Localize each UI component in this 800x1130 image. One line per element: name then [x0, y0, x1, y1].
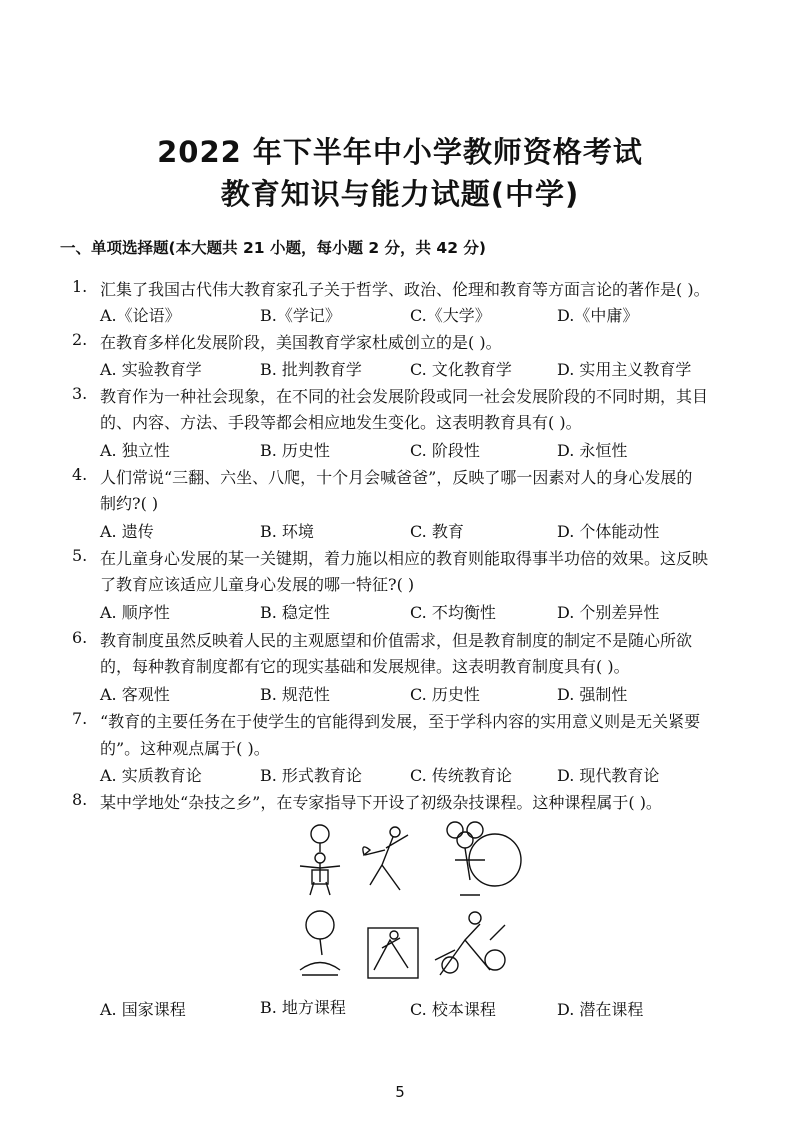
exam-subtitle: 教育知识与能力试题(中学): [220, 177, 580, 211]
option-c: C. 不均衡性: [410, 603, 496, 622]
question-number: 3.: [72, 384, 88, 403]
acrobat-figure-4: [300, 911, 340, 975]
option-b: B. 稳定性: [260, 603, 330, 622]
option-b: B. 地方课程: [260, 998, 346, 1017]
option-c: C. 校本课程: [410, 1000, 496, 1019]
question-text-cont: 的，每种教育制度都有它的现实基础和发展规律。这表明教育制度具有( )。: [100, 657, 630, 676]
option-c: C. 传统教育论: [410, 766, 512, 785]
option-a: A. 顺序性: [100, 603, 170, 622]
acrobat-figure-5: [368, 928, 418, 978]
question-number: 8.: [72, 790, 88, 809]
option-a: A.《论语》: [100, 306, 181, 325]
option-a: A. 遗传: [100, 522, 154, 541]
question-text-cont: 制约?( ): [100, 494, 159, 513]
option-c: C. 教育: [410, 522, 464, 541]
acrobat-figure-3: [447, 822, 521, 895]
option-d: D. 潜在课程: [557, 1000, 644, 1019]
question-text: 某中学地处“杂技之乡”，在专家指导下开设了初级杂技课程。这种课程属于( )。: [100, 793, 662, 812]
question-text: 教育制度虽然反映着人民的主观愿望和价值需求，但是教育制度的制定不是随心所欲: [100, 631, 693, 650]
option-d: D. 永恒性: [557, 441, 628, 460]
question-number: 1.: [72, 277, 88, 296]
option-a: A. 独立性: [100, 441, 170, 460]
option-a: A. 实质教育论: [100, 766, 202, 785]
exam-title: 2022 年下半年中小学教师资格考试: [157, 135, 643, 169]
question-number: 4.: [72, 465, 88, 484]
question-text: 汇集了我国古代伟大教育家孔子关于哲学、政治、伦理和教育等方面言论的著作是( )。: [100, 280, 710, 299]
option-b: B. 规范性: [260, 685, 330, 704]
question-text: “教育的主要任务在于使学生的官能得到发展，至于学科内容的实用意义则是无关紧要: [100, 712, 701, 731]
acrobat-figure-6: [435, 912, 505, 975]
section-heading: 一、单项选择题(本大题共 21 小题，每小题 2 分，共 42 分): [60, 239, 486, 257]
page-number: 5: [395, 1083, 405, 1101]
question-number: 6.: [72, 628, 88, 647]
question-number: 5.: [72, 546, 88, 565]
option-a: A. 国家课程: [100, 1000, 186, 1019]
option-c: C. 阶段性: [410, 441, 480, 460]
option-d: D. 实用主义教育学: [557, 360, 692, 379]
question-text: 人们常说“三翻、六坐、八爬，十个月会喊爸爸”，反映了哪一因素对人的身心发展的: [100, 468, 693, 487]
acrobatics-illustration: [290, 820, 530, 990]
option-a: A. 实验教育学: [100, 360, 202, 379]
option-b: B.《学记》: [260, 306, 341, 325]
option-a: A. 客观性: [100, 685, 170, 704]
question-number: 2.: [72, 330, 88, 349]
option-d: D. 强制性: [557, 685, 628, 704]
question-text: 在教育多样化发展阶段，美国教育学家杜威创立的是( )。: [100, 333, 502, 352]
option-d: D. 个体能动性: [557, 522, 660, 541]
option-d: D. 现代教育论: [557, 766, 660, 785]
option-d: D.《中庸》: [557, 306, 639, 325]
question-text: 在儿童身心发展的某一关键期，着力施以相应的教育则能取得事半功倍的效果。这反映: [100, 549, 709, 568]
question-text: 教育作为一种社会现象，在不同的社会发展阶段或同一社会发展阶段的不同时期，其目: [100, 387, 709, 406]
option-b: B. 形式教育论: [260, 766, 362, 785]
option-c: C. 文化教育学: [410, 360, 512, 379]
option-c: C.《大学》: [410, 306, 491, 325]
option-b: B. 批判教育学: [260, 360, 362, 379]
option-c: C. 历史性: [410, 685, 480, 704]
acrobat-figure-2: [363, 827, 408, 890]
option-b: B. 环境: [260, 522, 314, 541]
question-text-cont: 了教育应该适应儿童身心发展的哪一特征?( ): [100, 575, 415, 594]
question-text-cont: 的、内容、方法、手段等都会相应地发生变化。这表明教育具有( )。: [100, 413, 582, 432]
acrobat-figure-1: [300, 825, 340, 895]
question-number: 7.: [72, 709, 88, 728]
option-b: B. 历史性: [260, 441, 330, 460]
option-d: D. 个别差异性: [557, 603, 660, 622]
question-text-cont: 的”。这种观点属于( )。: [100, 739, 270, 758]
